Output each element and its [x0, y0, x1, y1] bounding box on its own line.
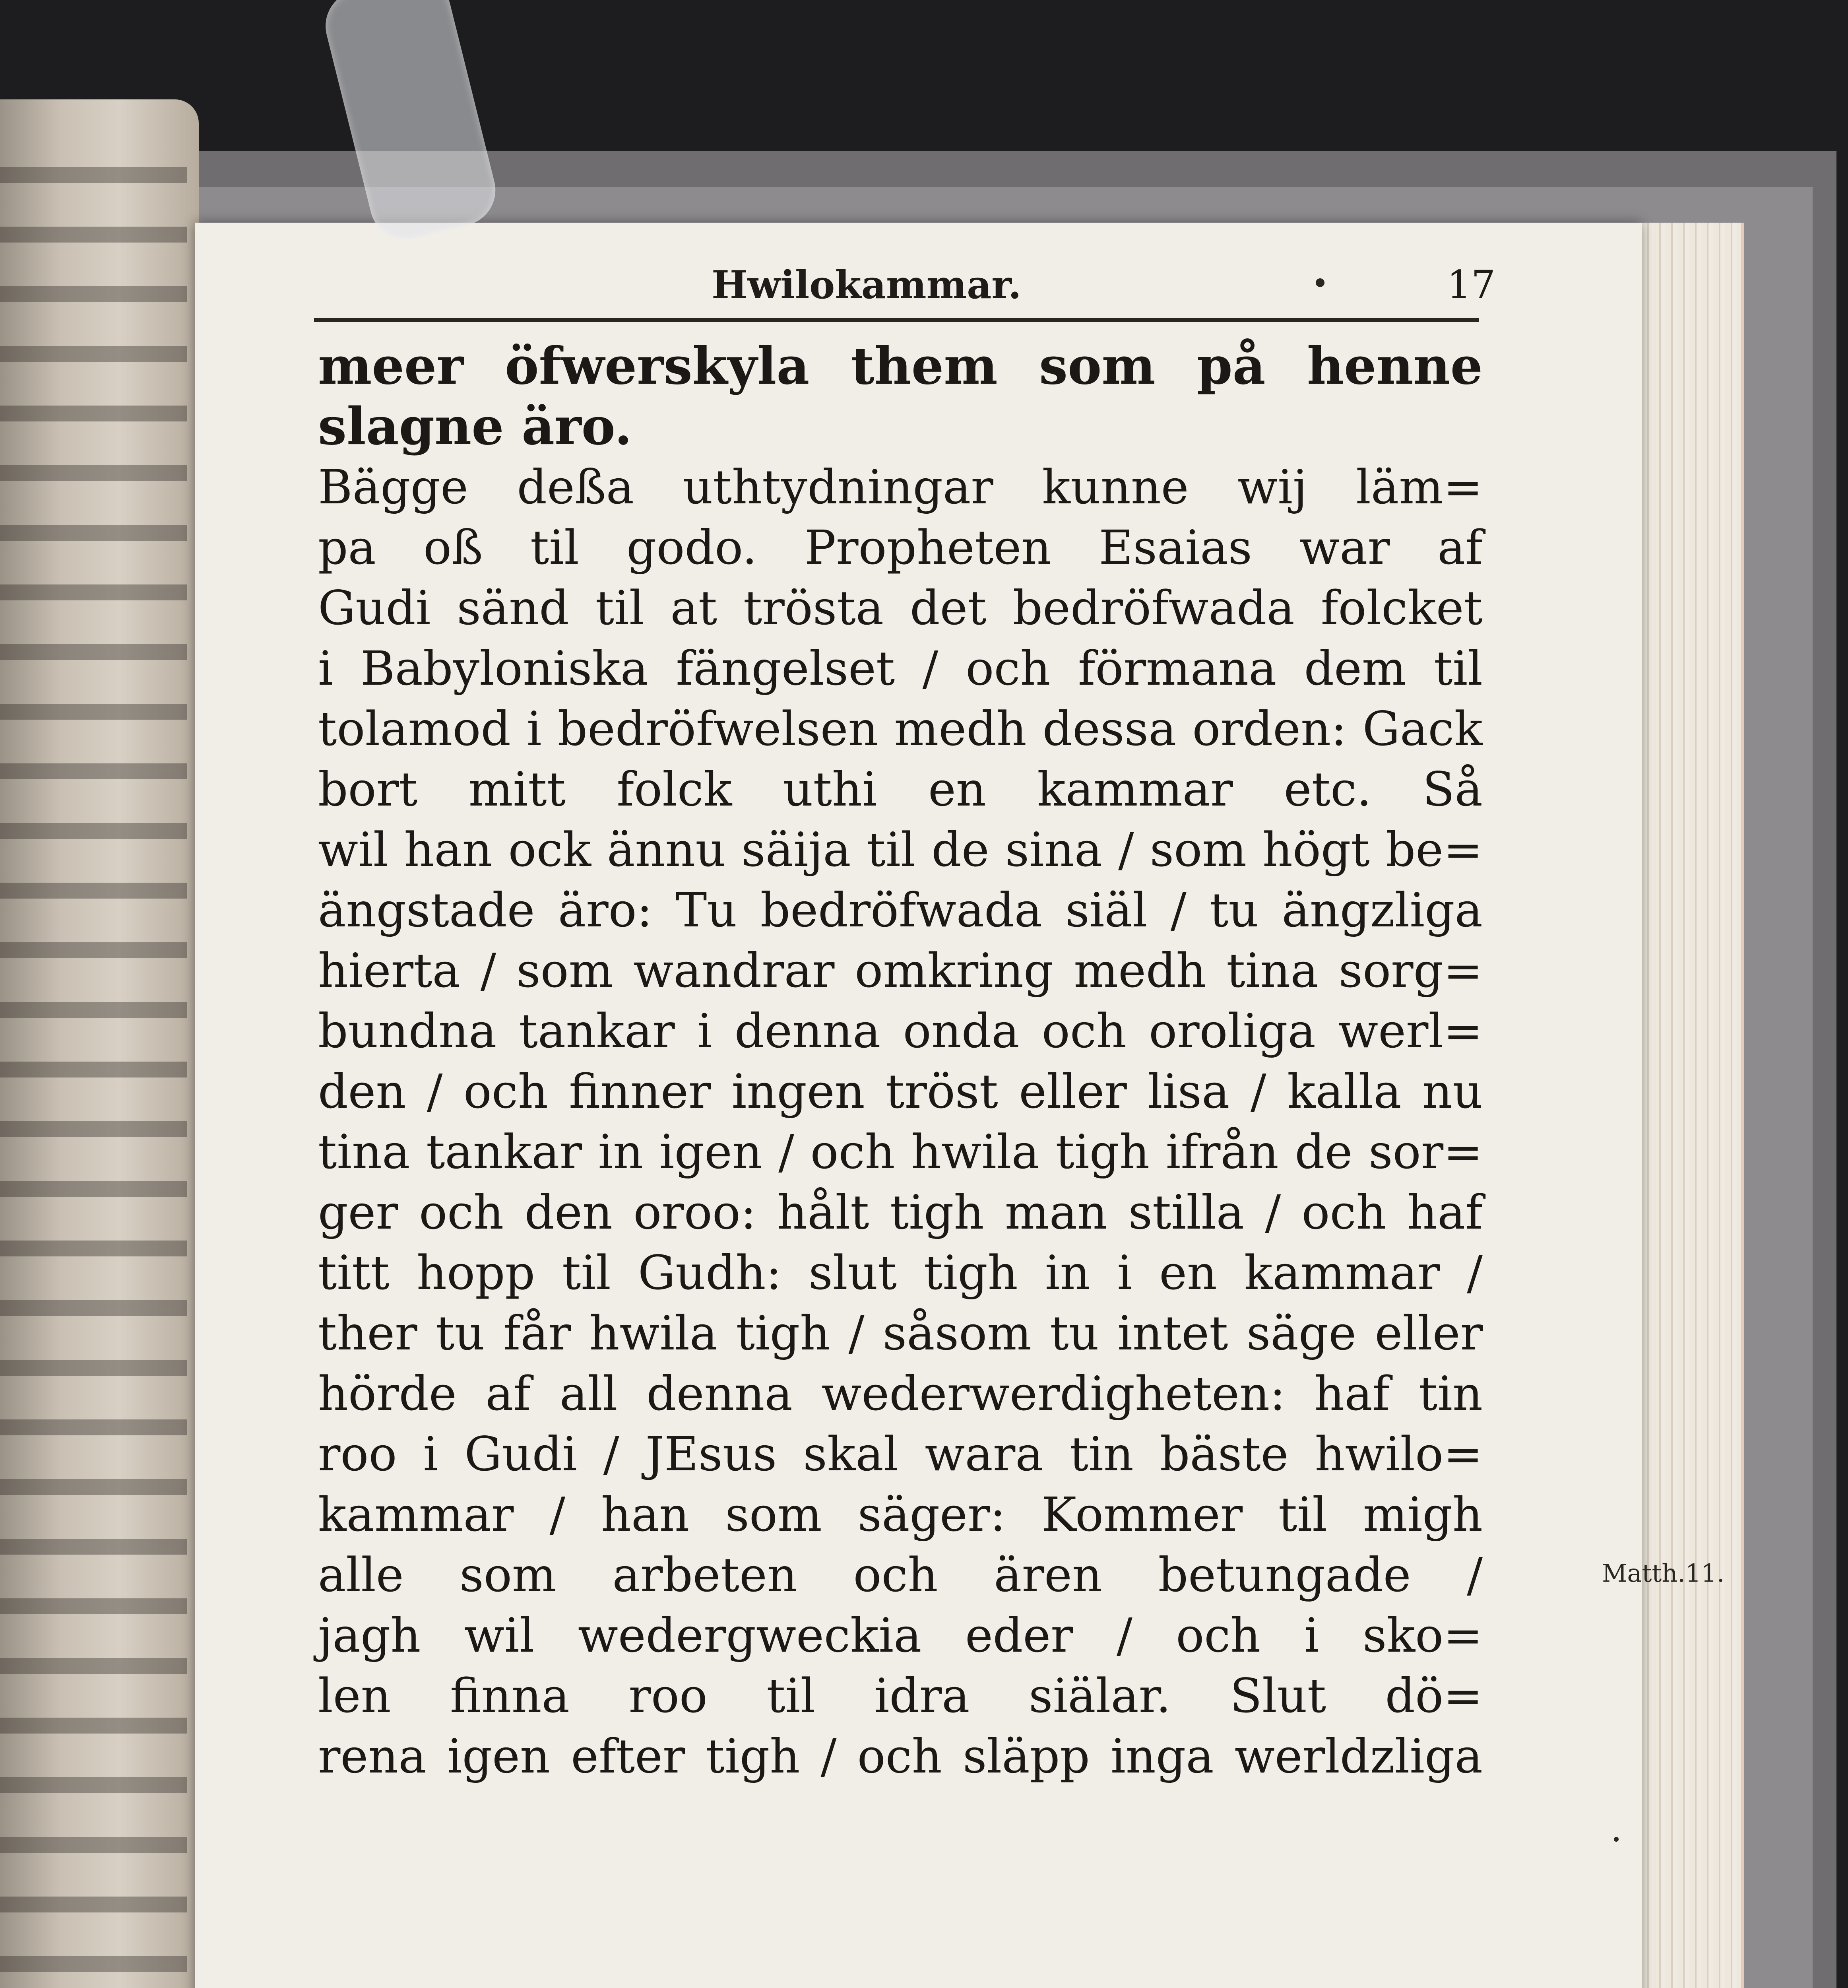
- text-block: [318, 336, 1483, 1786]
- text-line: meer öfwerskyla them som på henne: [318, 336, 1483, 396]
- text-line: titt hopp til Gudh: slut tigh in i en kammar /: [318, 1245, 1483, 1300]
- text-line: slagne äro.: [318, 397, 632, 456]
- page-header: [314, 262, 1495, 306]
- text-line: rena igen efter tigh / och släpp inga werldzliga: [318, 1729, 1483, 1784]
- page-number: 17: [1447, 262, 1496, 307]
- text-line: wil han ock ännu säija til de sina / som högt be=: [318, 822, 1483, 877]
- text-line: ger och den oroo: hålt tigh man stilla / och haf: [318, 1185, 1483, 1240]
- page-edges: [1630, 223, 1744, 1988]
- text-line: pa oß til godo. Propheten Esaias war af: [318, 520, 1483, 575]
- text-line: len finna roo til idra siälar. Slut dö=: [318, 1668, 1483, 1723]
- text-line: ther tu får hwila tigh / såsom tu intet säge eller: [318, 1306, 1483, 1361]
- text-line: Bägge deßa uthtydningar kunne wij läm=: [318, 460, 1483, 514]
- left-page-text: [0, 123, 187, 1988]
- text-line: tina tankar in igen / och hwila tigh ifrån de sor=: [318, 1124, 1483, 1179]
- text-line: alle som arbeten och ären betungade /: [318, 1547, 1483, 1602]
- text-line: i Babyloniska fängelset / och förmana dem til: [318, 641, 1483, 696]
- text-line: bort mitt folck uthi en kammar etc. Så: [318, 762, 1483, 817]
- header-dot: [1316, 278, 1324, 287]
- header-rule: [314, 318, 1479, 322]
- margin-note: Matth.11.: [1602, 1559, 1725, 1588]
- text-line: ängstade äro: Tu bedröfwada siäl / tu ängzliga: [318, 883, 1483, 938]
- left-page: [0, 99, 199, 1988]
- text-line: den / och finner ingen tröst eller lisa / kalla nu: [318, 1064, 1483, 1119]
- running-title: Hwilokammar.: [712, 262, 1022, 307]
- text-line: jagh wil wedergweckia eder / och i sko=: [318, 1608, 1483, 1663]
- text-line: kammar / han som säger: Kommer til migh: [318, 1487, 1483, 1542]
- text-line: tolamod i bedröfwelsen medh dessa orden: Gack: [318, 701, 1483, 756]
- text-line: hörde af all denna wederwerdigheten: haf tin: [318, 1366, 1483, 1421]
- book-page: [195, 223, 1725, 1988]
- text-line: hierta / som wandrar omkring medh tina sorg=: [318, 943, 1483, 998]
- text-line: bundna tankar i denna onda och oroliga werl=: [318, 1004, 1483, 1058]
- text-line: roo i Gudi / JEsus skal wara tin bäste hwilo=: [318, 1427, 1483, 1481]
- margin-speck: [1614, 1837, 1619, 1842]
- text-line: Gudi sänd til at trösta det bedröfwada folcket: [318, 580, 1483, 635]
